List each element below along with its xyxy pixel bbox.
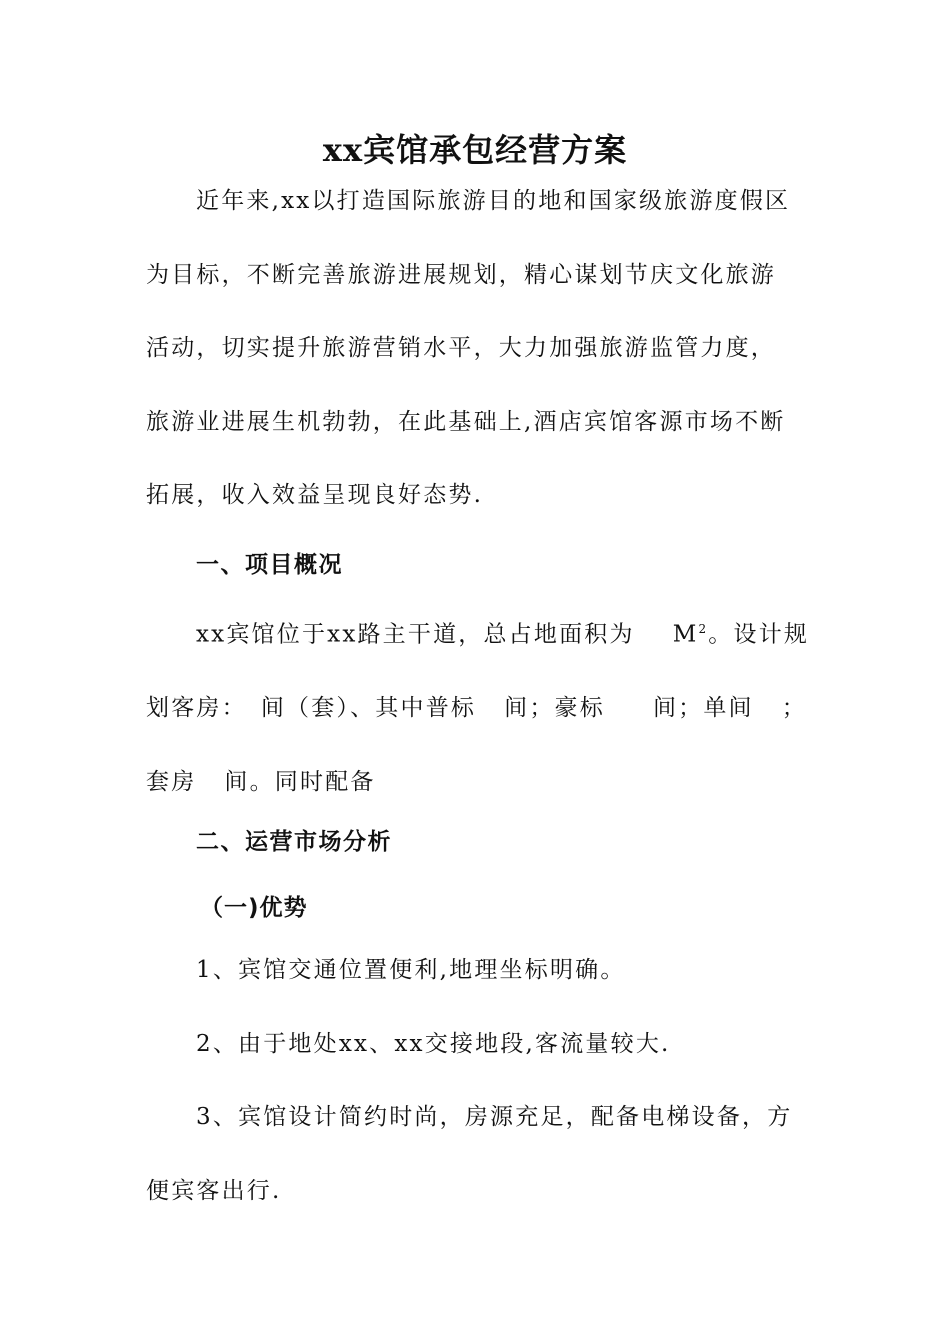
section-1-heading: 一、项目概况 bbox=[196, 552, 343, 578]
intro-line-1: 近年来,xx以打造国际旅游目的地和国家级旅游度假区 bbox=[196, 188, 791, 214]
overview-text-2a: 划客房： bbox=[146, 695, 247, 722]
intro-line-5: 拓展，收入效益呈现良好态势. bbox=[146, 482, 484, 508]
intro-line-4: 旅游业进展生机勃勃，在此基础上,酒店宾馆客源市场不断 bbox=[146, 408, 786, 435]
overview-text-1b: 。设计规 bbox=[708, 621, 810, 648]
intro-paragraph bbox=[146, 165, 806, 533]
overview-text-2e: ； bbox=[781, 695, 807, 722]
overview-text-2c: 间；豪标 bbox=[504, 695, 605, 722]
advantage-item-2: 2、由于地处xx、xx交接地段,客流量较大. bbox=[196, 1030, 671, 1057]
intro-line-3: 活动，切实提升旅游营销水平，大力加强旅游监管力度， bbox=[146, 335, 776, 361]
advantages-heading: （一)优势 bbox=[200, 895, 308, 921]
area-unit: M bbox=[672, 621, 699, 648]
advantage-item-1: 1、宾馆交通位置便利,地理坐标明确。 bbox=[196, 957, 626, 983]
document-title: xx宾馆承包经营方案 bbox=[322, 131, 628, 169]
intro-line-2: 为目标，不断完善旅游进展规划，精心谋划节庆文化旅游 bbox=[146, 261, 776, 288]
project-overview-paragraph bbox=[146, 593, 810, 819]
overview-text-3a: 套房 bbox=[146, 768, 197, 795]
advantages-list bbox=[146, 934, 806, 1228]
overview-text-3b: 间。同时配备 bbox=[224, 768, 376, 795]
overview-line-2 bbox=[146, 672, 806, 746]
overview-text-2d: 间；单间 bbox=[652, 695, 754, 722]
overview-line-1 bbox=[146, 593, 810, 672]
overview-text-1a: xx宾馆位于xx路主干道，总占地面积为 bbox=[196, 621, 635, 648]
section-2-heading: 二、运营市场分析 bbox=[196, 829, 392, 855]
overview-text-2b: 间（套）、其中普标 bbox=[260, 695, 477, 722]
advantage-item-3-line-1: 3、宾馆设计简约时尚，房源充足，配备电梯设备，方 bbox=[196, 1104, 793, 1130]
area-unit-superscript: 2 bbox=[698, 622, 709, 636]
overview-line-3 bbox=[146, 746, 806, 820]
advantage-item-3-line-2: 便宾客出行. bbox=[146, 1177, 282, 1204]
